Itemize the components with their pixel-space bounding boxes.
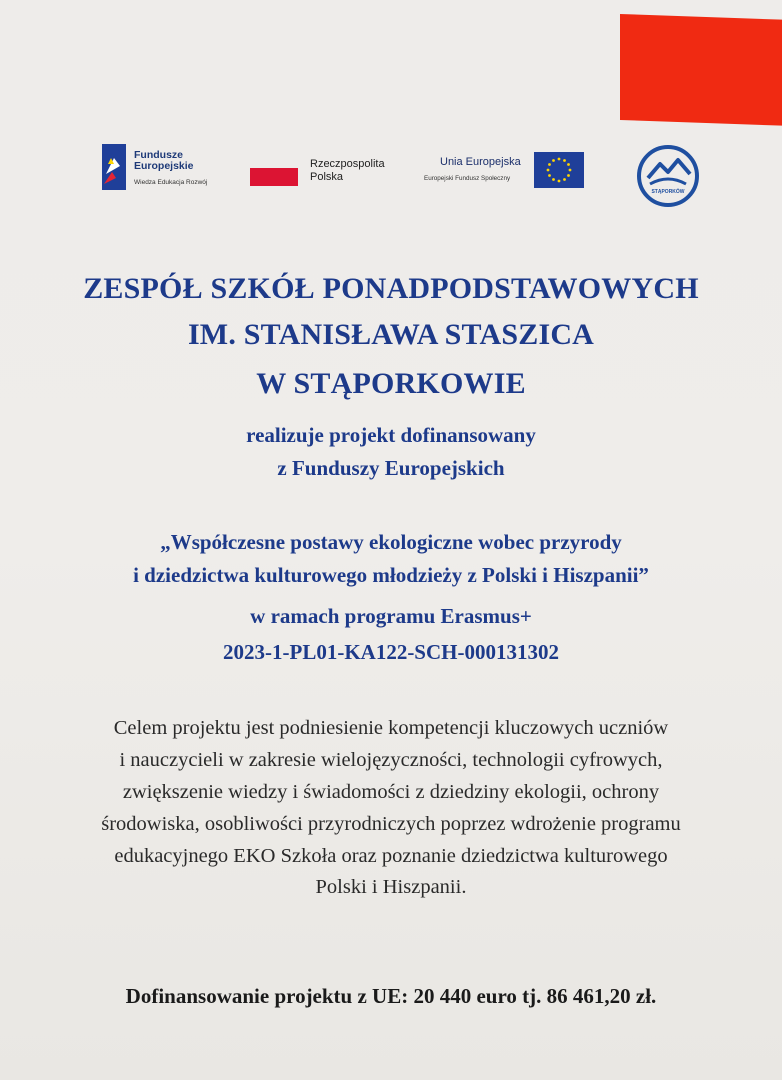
fundusze-line1: Fundusze bbox=[134, 149, 183, 161]
rzeczpospolita-logo bbox=[250, 156, 410, 196]
intro-line1: realizuje projekt dofinansowany bbox=[246, 423, 536, 447]
funding-amount: Dofinansowanie projektu z UE: 20 440 euro tj. 86 461,20 zł. bbox=[125, 984, 657, 1008]
description-line3: zwiększenie wiedzy i świadomości z dziedziny ekologii, ochrony bbox=[122, 781, 660, 803]
logo-row bbox=[0, 140, 782, 210]
eu-flag-icon bbox=[534, 152, 584, 188]
school-label: STĄPORKÓW bbox=[651, 189, 685, 195]
heading-line3: W STĄPORKOWIE bbox=[256, 367, 526, 400]
red-tab bbox=[620, 14, 782, 126]
rzeczpospolita-line1: Rzeczpospolita bbox=[310, 158, 385, 170]
description-line5: edukacyjnego EKO Szkoła oraz poznanie dziedzictwa kulturowego bbox=[114, 845, 668, 867]
heading-line2: IM. STANISŁAWA STASZICA bbox=[187, 318, 595, 351]
project-program: w ramach programu Erasmus+ bbox=[250, 604, 532, 628]
school-emblem-icon bbox=[636, 144, 700, 208]
unia-line1: Unia Europejska bbox=[440, 156, 521, 168]
fundusze-tagline: Wiedza Edukacja Rozwój bbox=[134, 179, 208, 186]
project-number: 2023-1-PL01-KA122-SCH-000131302 bbox=[223, 640, 559, 664]
description-line6: Polski i Hiszpanii. bbox=[315, 876, 467, 898]
description-line1: Celem projektu jest podniesienie kompetencji kluczowych uczniów bbox=[113, 717, 669, 739]
fundusze-flag-icon bbox=[102, 144, 126, 190]
description-line2: i nauczycieli w zakresie wielojęzyczności, technologii cyfrowych, bbox=[119, 749, 663, 771]
polish-flag-icon bbox=[250, 168, 298, 186]
fundusze-line2: Europejskie bbox=[134, 160, 194, 172]
rzeczpospolita-line2: Polska bbox=[310, 171, 344, 183]
heading-line1: ZESPÓŁ SZKÓŁ PONADPODSTAWOWYCH bbox=[83, 272, 699, 305]
project-title-line2: i dziedzictwa kulturowego młodzieży z Polski i Hiszpanii” bbox=[133, 563, 649, 587]
intro-line2: z Funduszy Europejskich bbox=[277, 456, 505, 480]
school-logo bbox=[636, 144, 700, 208]
fundusze-europejskie-logo bbox=[102, 144, 242, 194]
description-line4: środowiska, osobliwości przyrodniczych poprzez wdrożenie programu bbox=[101, 813, 681, 835]
unia-line2: Europejski Fundusz Społeczny bbox=[424, 175, 511, 182]
project-title-line1: „Współczesne postawy ekologiczne wobec przyrody bbox=[160, 530, 622, 554]
unia-europejska-logo bbox=[422, 150, 592, 192]
